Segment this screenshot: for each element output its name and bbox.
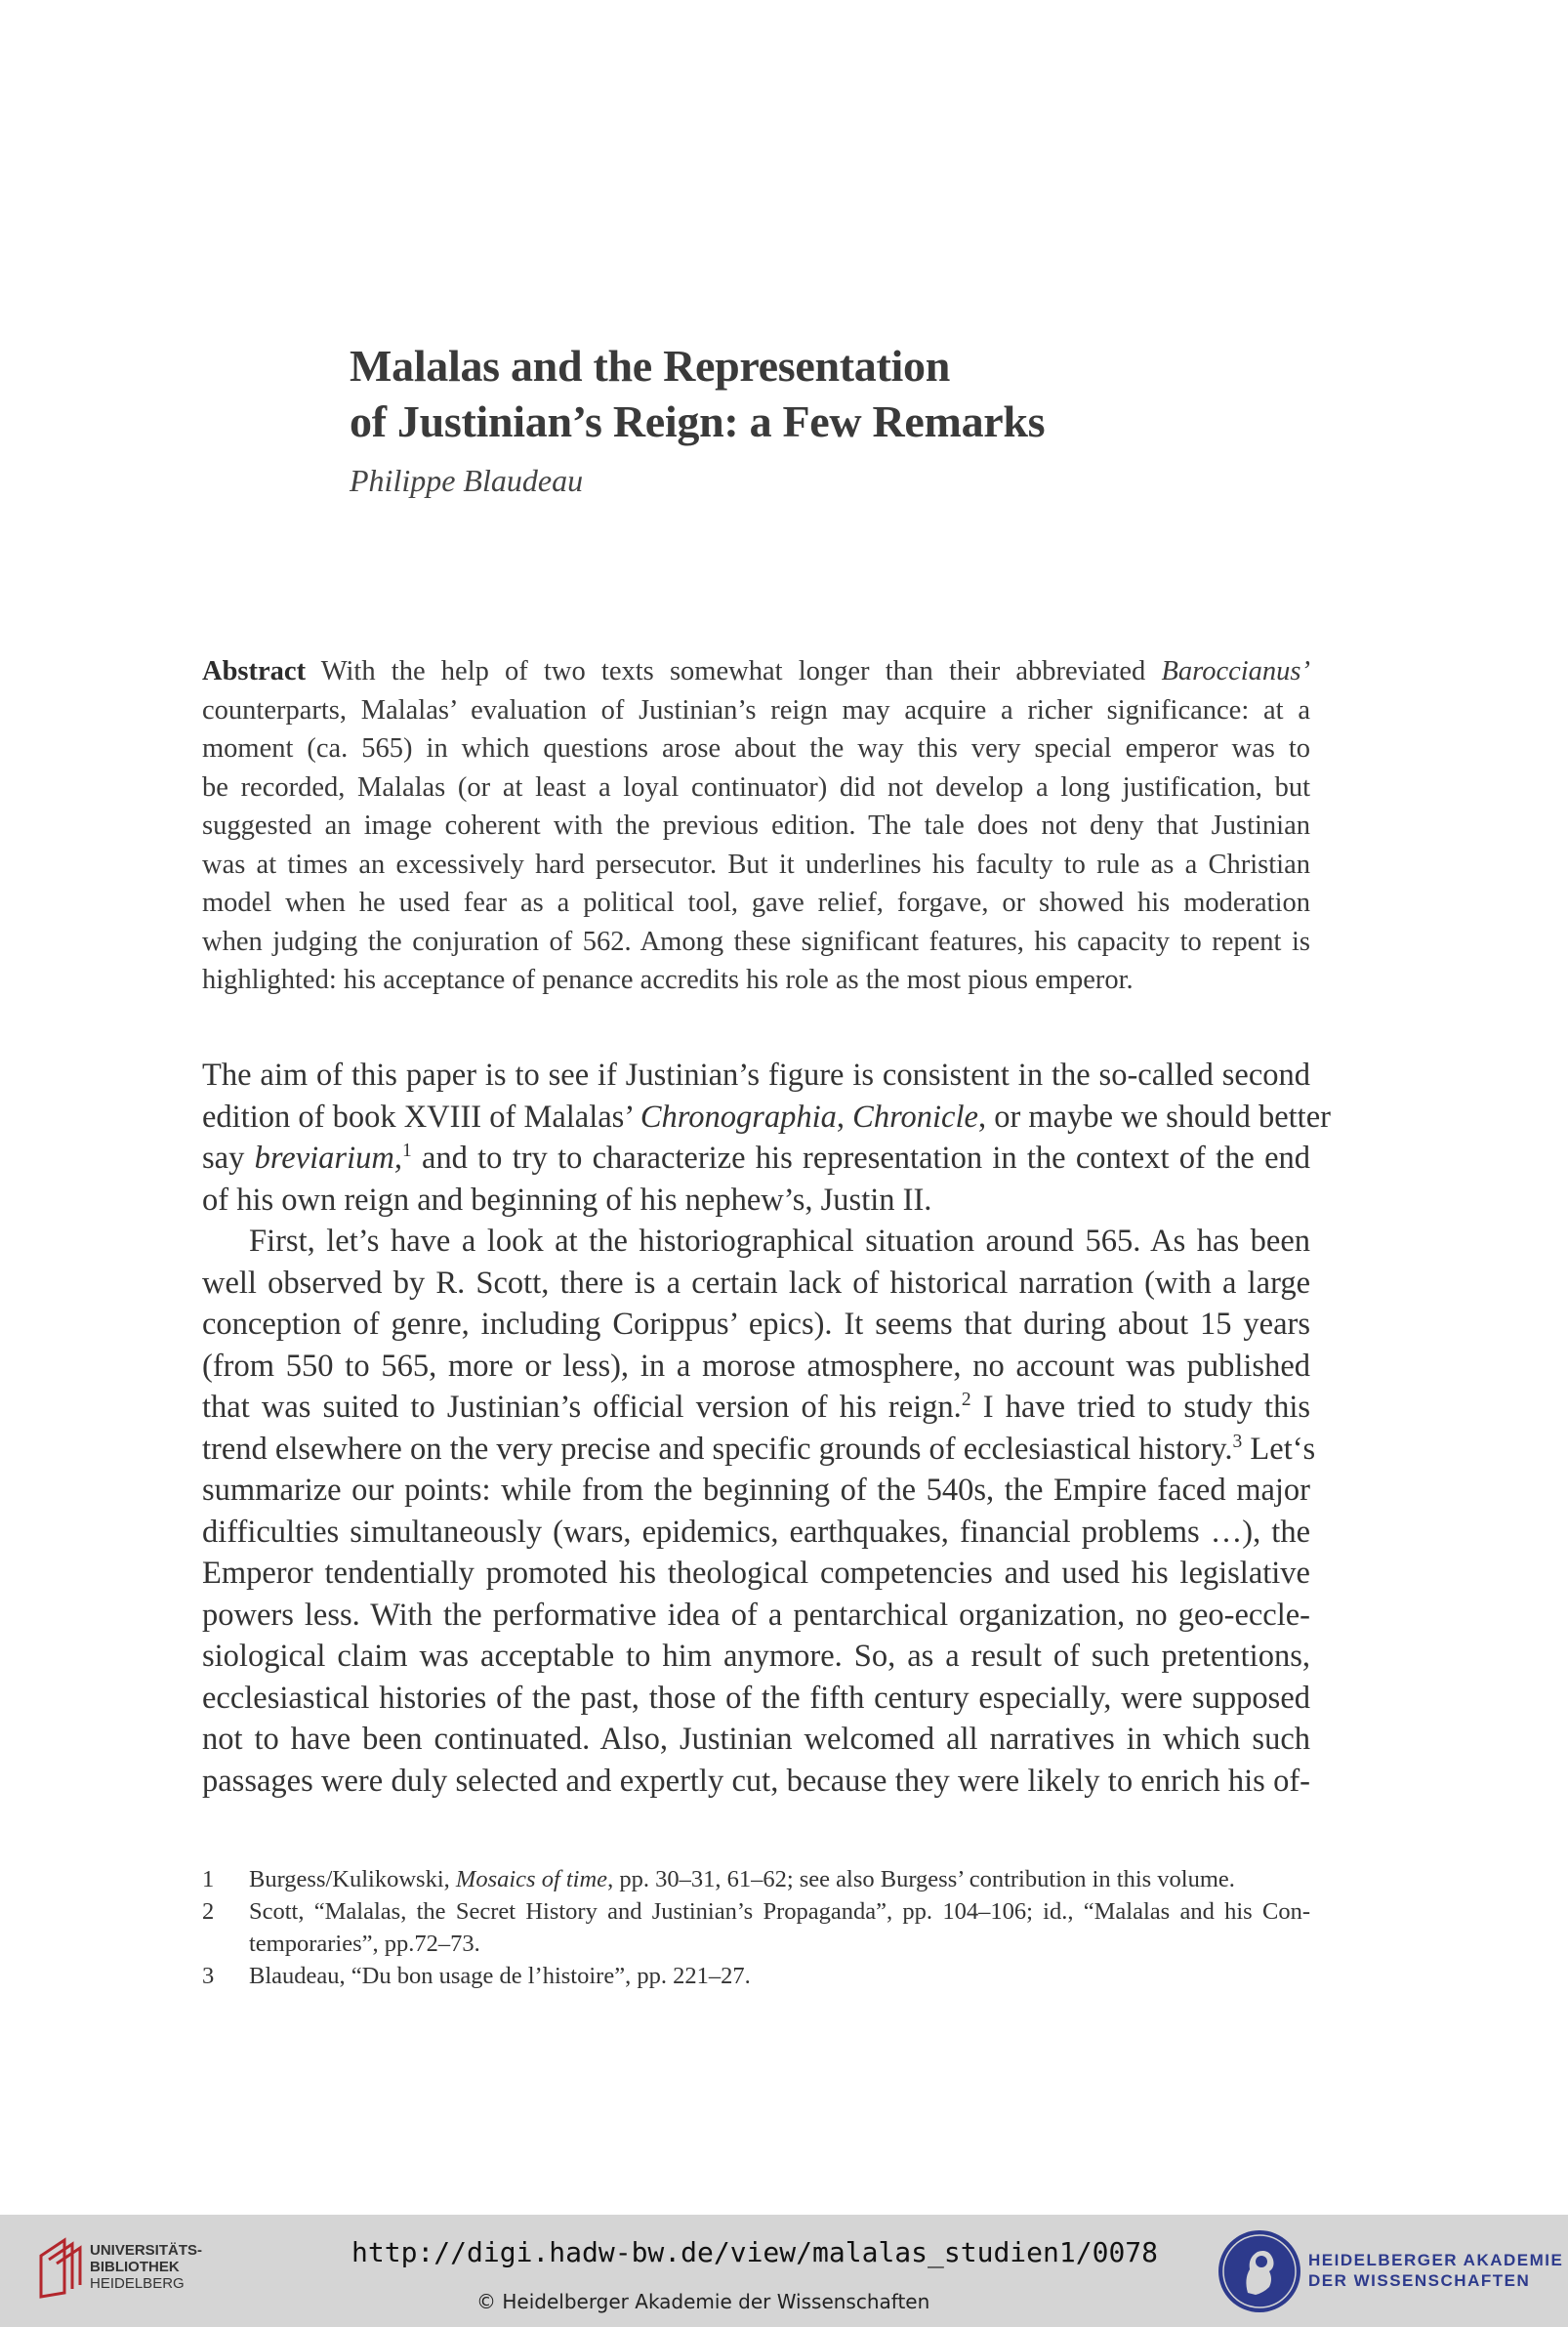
body-line: powers less. With the performative idea of a pentarchical organization, no geo-eccle- [202, 1597, 1310, 1633]
abstract-text: counterparts, Malalas’ evaluation of Justinian’s reign may acquire a richer significance: at a [202, 694, 1310, 726]
abstract-text: was at times an excessively hard persecutor. But it underlines his faculty to rule as a Christian [202, 849, 1310, 880]
academy-seal-icon [1211, 2223, 1308, 2320]
article-title-line-2: of Justinian’s Reign: a Few Remarks [350, 396, 1046, 446]
abstract-text: highlighted: his acceptance of penance accredits his role as the most pious emperor. [202, 965, 1134, 995]
abstract-text: be recorded, Malalas (or at least a loyal continuator) did not develop a long justification, but [202, 771, 1310, 803]
abstract [202, 652, 1310, 1000]
body-line: The aim of this paper is to see if Justinian’s figure is consistent in the so-called second [202, 1058, 1310, 1093]
body-line: ecclesiastical histories of the past, those of the fifth century especially, were supposed [202, 1680, 1310, 1716]
article-title-line-1: Malalas and the Representation [350, 341, 950, 391]
permalink-url[interactable]: http://digi.hadw-bw.de/view/malalas_studien1/0078 [351, 2236, 1159, 2268]
body-line: summarize our points: while from the beginning of the 540s, the Empire faced major [202, 1473, 1310, 1508]
body-line: Emperor tendentially promoted his theological competencies and used his legislative [202, 1556, 1310, 1591]
abstract-text: moment (ca. 565) in which questions arose about the way this very special emperor was to [202, 733, 1310, 764]
body-line: siological claim was acceptable to him anymore. So, as a result of such pretentions, [202, 1639, 1310, 1674]
footnote-2: 2 Scott, “Malalas, the Secret History and Justinian’s Propaganda”, pp. 104–106; id., “Malalas and his Con- temporaries”, pp.72–73. [202, 1895, 1310, 1960]
university-library-logo-icon [35, 2234, 88, 2303]
abstract-text: model when he used fear as a political tool, gave relief, forgave, or showed his moderation [202, 888, 1310, 918]
footnote-3: 3 Blaudeau, “Du bon usage de l’histoire”, pp. 221–27. [202, 1960, 1310, 1992]
footnote-number: 3 [202, 1963, 215, 1989]
abstract-text: With the help of two texts somewhat longer than their abbreviated [320, 656, 1162, 686]
body-line: say breviarium,$^1$ and to try to characterize his representation in the context of the end [202, 1141, 1310, 1176]
footnote-1: 1 Burgess/Kulikowski, Mosaics of time, pp. 30–31, 61–62; see also Burgess’ contribution in this volume. [202, 1863, 1310, 1895]
body-line: edition of book XVIII of Malalas’ Chronographia, Chronicle, or maybe we should better [202, 1099, 1331, 1135]
body-line: of his own reign and beginning of his nephew’s, Justin II. [202, 1182, 932, 1218]
footnote-number: 1 [202, 1866, 215, 1892]
body-line: well observed by R. Scott, there is a certain lack of historical narration (with a large [202, 1265, 1310, 1301]
copyright-notice: © Heidelberger Akademie der Wissenschaften [476, 2290, 930, 2313]
body-line: not to have been continuated. Also, Justinian welcomed all narratives in which such [202, 1722, 1310, 1757]
abstract-text: suggested an image coherent with the previous edition. The tale does not deny that Justinian [202, 810, 1310, 841]
body-text [202, 1055, 1331, 1802]
body-line: (from 550 to 565, more or less), in a morose atmosphere, no account was published [202, 1348, 1310, 1384]
body-line: conception of genre, including Corippus’ epics). It seems that during about 15 years [202, 1307, 1310, 1342]
body-line: First, let’s have a look at the historiographical situation around 565. As has been [249, 1224, 1310, 1259]
footnotes [202, 1863, 1310, 1992]
body-line: passages were duly selected and expertly cut, because they were likely to enrich his of- [202, 1763, 1310, 1799]
abstract-label: Abstract [202, 656, 307, 686]
footnote-ref-2[interactable]: 2 [961, 1390, 971, 1411]
body-line: that was suited to Justinian’s official version of his reign.$^2$ I have tried to study this [202, 1390, 1310, 1425]
footnote-number: 2 [202, 1898, 215, 1925]
body-line: difficulties simultaneously (wars, epidemics, earthquakes, financial problems …), the [202, 1514, 1310, 1550]
university-library-name: UNIVERSITÄTS- BIBLIOTHEK HEIDELBERG [90, 2242, 203, 2292]
body-line: trend elsewhere on the very precise and specific grounds of ecclesiastical history.$^3$ Let‘s [202, 1431, 1316, 1467]
footnote-ref-3[interactable]: 3 [1232, 1431, 1243, 1452]
footnote-ref-1[interactable]: 1 [401, 1141, 412, 1162]
abstract-text: Baroccianus’ [1161, 656, 1310, 686]
article-author: Philippe Blaudeau [350, 463, 584, 498]
abstract-text: when judging the conjuration of 562. Among these significant features, his capacity to repent is [202, 926, 1310, 957]
article-header [350, 338, 1326, 499]
academy-name: HEIDELBERGER AKADEMIE DER WISSENSCHAFTEN [1308, 2251, 1564, 2290]
footer-bar [0, 2215, 1568, 2327]
